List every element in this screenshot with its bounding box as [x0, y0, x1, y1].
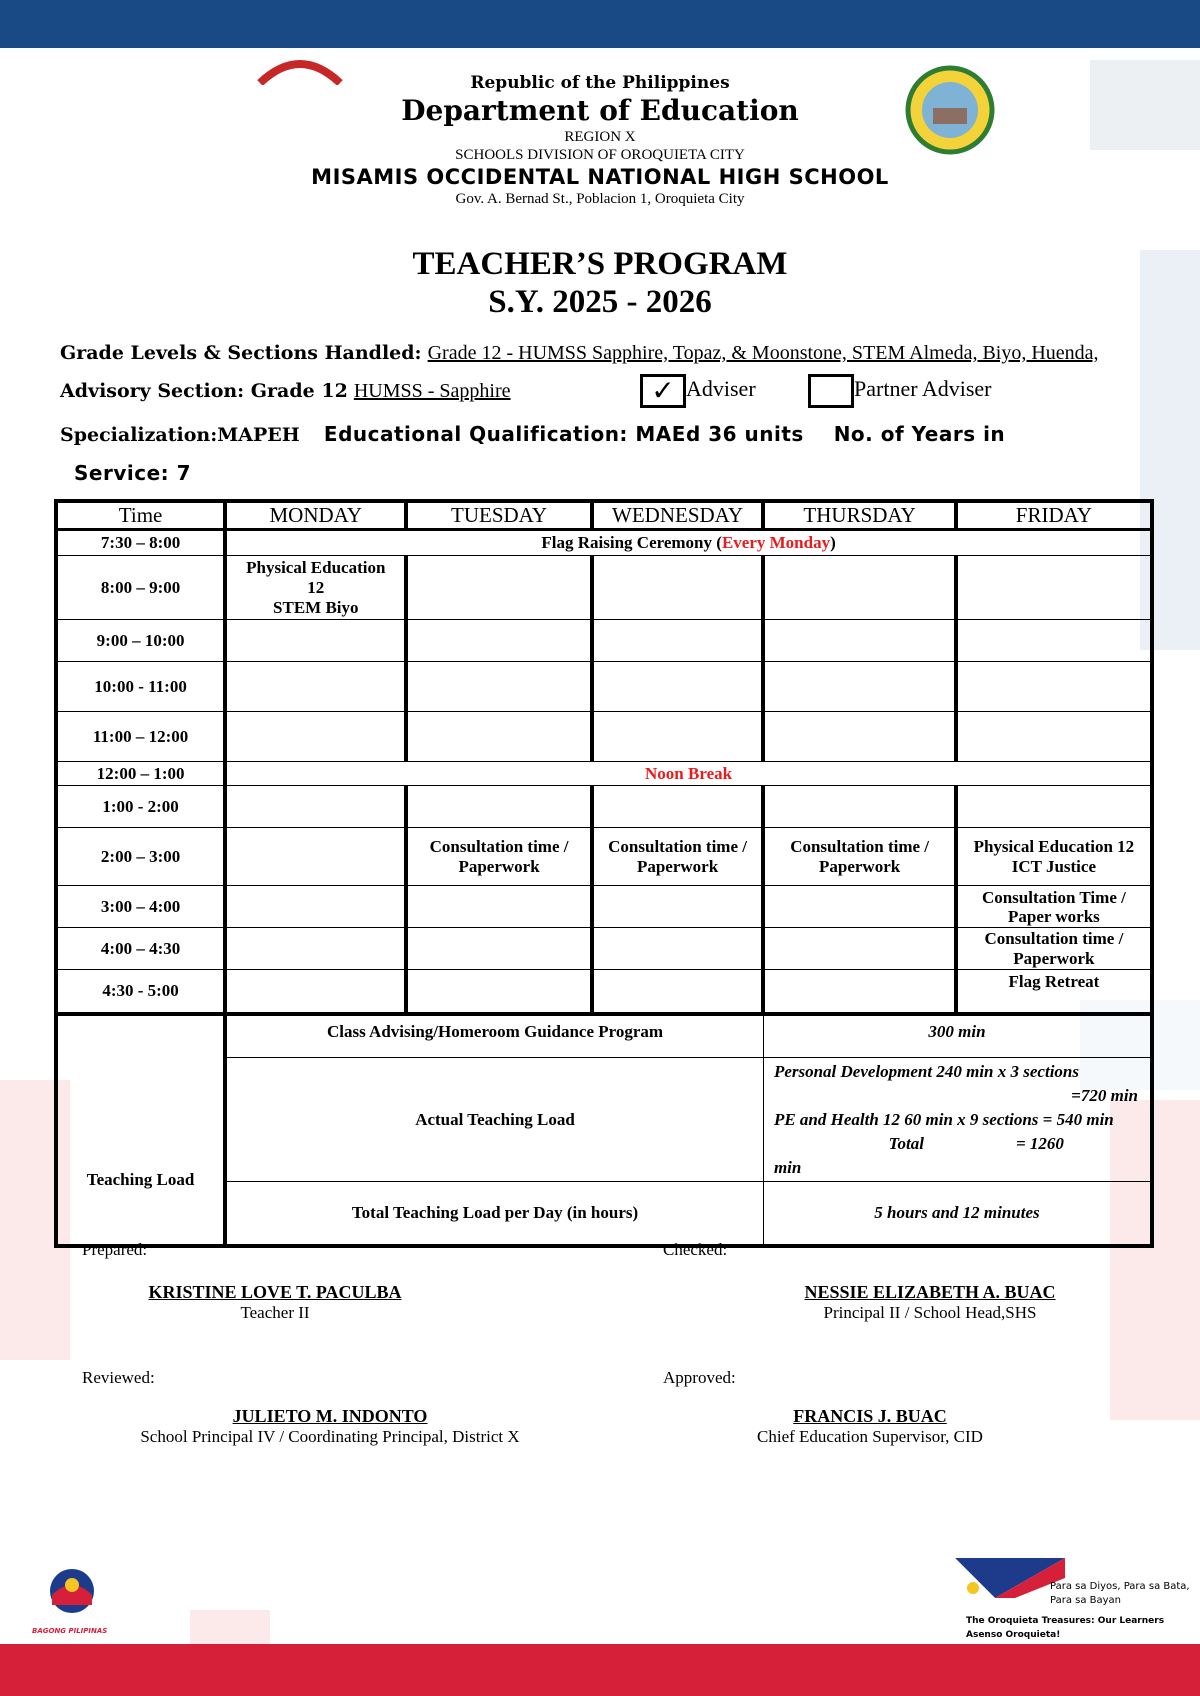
consult-line1: Consultation time /: [429, 836, 569, 856]
advising-label: Class Advising/Homeroom Guidance Program: [225, 1014, 763, 1058]
empty-cell: [225, 886, 406, 928]
consultation-cell: [406, 828, 591, 886]
total-load-label: Total Teaching Load per Day (in hours): [225, 1182, 763, 1246]
consult-line2: Paper works: [1008, 906, 1100, 926]
time-cell: 1:00 - 2:00: [56, 786, 225, 828]
adviser-checkbox-group: [640, 374, 756, 408]
checked-title: Principal II / School Head,SHS: [823, 1303, 1037, 1322]
grade-value: Grade 12 - HUMSS Sapphire, Topaz, & Moonstone, STEM Almeda, Biyo, Huenda,: [427, 342, 1099, 364]
consult-line1: Consultation time /: [790, 836, 930, 856]
empty-cell: [592, 556, 764, 620]
decor-block: [1090, 60, 1200, 150]
service-line: [74, 461, 191, 485]
motto-line1: Para sa Diyos, Para sa Bata,: [1050, 1581, 1190, 1592]
table-row: [56, 762, 1152, 786]
empty-cell: [406, 662, 591, 712]
advisory-label: Advisory Section: Grade 12: [60, 380, 348, 402]
service-label: Service:: [74, 461, 170, 485]
adviser-checkbox[interactable]: ✓: [640, 374, 686, 408]
approved-label: Approved:: [663, 1368, 736, 1387]
empty-cell: [956, 556, 1152, 620]
noon-break-cell: Noon Break: [225, 762, 1152, 786]
teaching-load-label: Teaching Load: [56, 1014, 225, 1246]
prepared-label: Prepared:: [82, 1240, 148, 1259]
tagline-line1: The Oroquieta Treasures: Our Learners: [966, 1616, 1165, 1626]
partner-checkbox-group: [808, 374, 991, 408]
empty-cell: [763, 662, 955, 712]
empty-cell: [763, 886, 955, 928]
decor-block: [190, 1610, 270, 1644]
empty-cell: [763, 712, 955, 762]
class-grade: 12: [307, 577, 325, 597]
header-wednesday: WEDNESDAY: [592, 501, 764, 530]
letterhead: [240, 72, 960, 208]
header-time: Time: [56, 501, 225, 530]
advisory-value: HUMSS - Sapphire: [353, 380, 511, 402]
checked-name: NESSIE ELIZABETH A. BUAC: [804, 1282, 1056, 1302]
consult-line1: Consultation Time /: [981, 887, 1126, 907]
total-label: Total: [888, 1133, 924, 1153]
friday-consult-cell: [956, 886, 1152, 928]
friday-consult-cell: [956, 928, 1152, 970]
time-cell: 11:00 – 12:00: [56, 712, 225, 762]
total-value: = 1260: [1016, 1133, 1064, 1153]
region-text: REGION X: [564, 129, 636, 145]
flag-retreat-cell: Flag Retreat: [956, 970, 1152, 1014]
reviewed-block: [110, 1406, 550, 1447]
actual-line5: min: [773, 1157, 802, 1177]
table-row: [56, 928, 1152, 970]
table-row: [56, 786, 1152, 828]
actual-line1: Personal Development 240 min x 3 sections: [773, 1061, 1079, 1081]
service-value: 7: [176, 461, 192, 485]
empty-cell: [763, 620, 955, 662]
header-tuesday: TUESDAY: [406, 501, 591, 530]
flag-raising-text: Flag Raising Ceremony (: [541, 533, 722, 552]
reviewed-title: School Principal IV / Coordinating Principal, District X: [140, 1427, 520, 1446]
time-cell: 4:00 – 4:30: [56, 928, 225, 970]
actual-line4: [774, 1132, 1146, 1156]
prepared-name: KRISTINE LOVE T. PACULBA: [148, 1282, 402, 1302]
grade-levels-line: [60, 342, 1099, 365]
time-cell: 3:00 – 4:00: [56, 886, 225, 928]
header-thursday: THURSDAY: [763, 501, 955, 530]
republic-text: Republic of the Philippines: [470, 73, 730, 93]
every-monday-text: Every Monday: [721, 533, 831, 552]
empty-cell: [406, 712, 591, 762]
motto-line2: Para sa Bayan: [1050, 1595, 1122, 1606]
consult-line2: Paperwork: [819, 856, 901, 876]
empty-cell: [225, 620, 406, 662]
empty-cell: [592, 970, 764, 1014]
empty-cell: [225, 970, 406, 1014]
school-address: Gov. A. Bernad St., Poblacion 1, Oroquieta City: [455, 191, 745, 207]
division-text: SCHOOLS DIVISION OF OROQUIETA CITY: [455, 147, 745, 163]
consult-line1: Consultation time /: [984, 928, 1124, 948]
empty-cell: [592, 662, 764, 712]
school-year: S.Y. 2025 - 2026: [488, 284, 712, 320]
actual-load-label: Actual Teaching Load: [225, 1058, 763, 1182]
qualification-label: Educational Qualification:: [323, 422, 628, 446]
consultation-cell: [763, 828, 955, 886]
empty-cell: [406, 786, 591, 828]
actual-line3: PE and Health 12 60 min x 9 sections = 540 min: [773, 1109, 1114, 1129]
consultation-cell: [592, 828, 764, 886]
friday-class-cell: [956, 828, 1152, 886]
prepared-title: Teacher II: [240, 1303, 310, 1322]
header-friday: FRIDAY: [956, 501, 1152, 530]
empty-cell: [225, 662, 406, 712]
class-subject: Physical Education: [246, 557, 386, 577]
grade-label: Grade Levels & Sections Handled:: [60, 342, 422, 364]
schedule-table: [54, 499, 1154, 1248]
empty-cell: [592, 712, 764, 762]
approved-block: [720, 1406, 1020, 1447]
table-row: [56, 712, 1152, 762]
table-header-row: [56, 501, 1152, 530]
advisory-line: [60, 380, 511, 403]
time-cell: 12:00 – 1:00: [56, 762, 225, 786]
adviser-label: Adviser: [686, 376, 756, 401]
time-cell: 4:30 - 5:00: [56, 970, 225, 1014]
empty-cell: [956, 662, 1152, 712]
table-row: [56, 886, 1152, 928]
consult-line2: Paperwork: [636, 856, 719, 876]
empty-cell: [406, 620, 591, 662]
table-row: [56, 620, 1152, 662]
partner-adviser-checkbox[interactable]: [808, 374, 854, 408]
empty-cell: [956, 786, 1152, 828]
footer-motto: [1050, 1580, 1190, 1608]
partner-adviser-label: Partner Adviser: [854, 376, 992, 401]
specialization-label: Specialization:: [60, 424, 218, 446]
empty-cell: [592, 620, 764, 662]
load-row: [56, 1014, 1152, 1058]
total-load-value: 5 hours and 12 minutes: [763, 1182, 1152, 1246]
reviewed-label: Reviewed:: [82, 1368, 155, 1387]
prepared-block: [80, 1282, 470, 1323]
time-cell: 10:00 - 11:00: [56, 662, 225, 712]
class-section: ICT Justice: [1011, 856, 1097, 876]
specialization-line: [60, 422, 1005, 446]
table-row: [56, 828, 1152, 886]
school-name: MISAMIS OCCIDENTAL NATIONAL HIGH SCHOOL: [311, 165, 889, 189]
time-cell: 2:00 – 3:00: [56, 828, 225, 886]
table-row: [56, 556, 1152, 620]
department-text: Department of Education: [401, 94, 799, 127]
class-subject: Physical Education 12: [973, 836, 1135, 856]
header-monday: MONDAY: [225, 501, 406, 530]
actual-load-detail: [763, 1058, 1152, 1182]
empty-cell: [763, 786, 955, 828]
monday-class-cell: [225, 556, 406, 620]
footer-tagline: [966, 1614, 1164, 1642]
checked-label: Checked:: [663, 1240, 728, 1259]
bottom-banner-bar: [0, 1644, 1200, 1696]
checked-block: [720, 1282, 1140, 1323]
advising-value: 300 min: [763, 1014, 1152, 1058]
empty-cell: [225, 928, 406, 970]
bagong-pilipinas-logo: [38, 1565, 118, 1627]
empty-cell: [592, 928, 764, 970]
empty-cell: [592, 786, 764, 828]
empty-cell: [763, 928, 955, 970]
time-cell: 8:00 – 9:00: [56, 556, 225, 620]
empty-cell: [225, 786, 406, 828]
page-title: TEACHER’S PROGRAM: [412, 246, 788, 282]
qualification-value: MAEd 36 units: [635, 422, 804, 446]
table-row: [56, 970, 1152, 1014]
reviewed-name: JULIETO M. INDONTO: [232, 1406, 428, 1426]
empty-cell: [763, 970, 955, 1014]
approved-title: Chief Education Supervisor, CID: [757, 1427, 983, 1446]
consult-line1: Consultation time /: [608, 836, 747, 856]
empty-cell: [406, 970, 591, 1014]
empty-cell: [956, 712, 1152, 762]
consult-line2: Paperwork: [1013, 948, 1095, 968]
specialization-value: MAPEH: [217, 424, 300, 446]
table-row: [56, 530, 1152, 556]
empty-cell: [592, 886, 764, 928]
empty-cell: [225, 712, 406, 762]
flag-raising-cell: [225, 530, 1152, 556]
time-cell: 7:30 – 8:00: [56, 530, 225, 556]
top-banner-bar: [0, 0, 1200, 48]
bagong-pilipinas-text: BAGONG PILIPINAS: [32, 1627, 108, 1635]
empty-cell: [406, 556, 591, 620]
years-label: No. of Years in: [833, 422, 1006, 446]
approved-name: FRANCIS J. BUAC: [793, 1406, 947, 1426]
actual-line2: =720 min: [1071, 1085, 1138, 1105]
empty-cell: [406, 928, 591, 970]
class-section: STEM Biyo: [273, 597, 359, 617]
flag-raising-close: ): [830, 533, 836, 552]
tagline-line2: Asenso Oroquieta!: [966, 1630, 1061, 1640]
empty-cell: [406, 886, 591, 928]
time-cell: 9:00 – 10:00: [56, 620, 225, 662]
empty-cell: [225, 828, 406, 886]
consult-line2: Paperwork: [458, 856, 540, 876]
table-row: [56, 662, 1152, 712]
empty-cell: [763, 556, 955, 620]
empty-cell: [956, 620, 1152, 662]
